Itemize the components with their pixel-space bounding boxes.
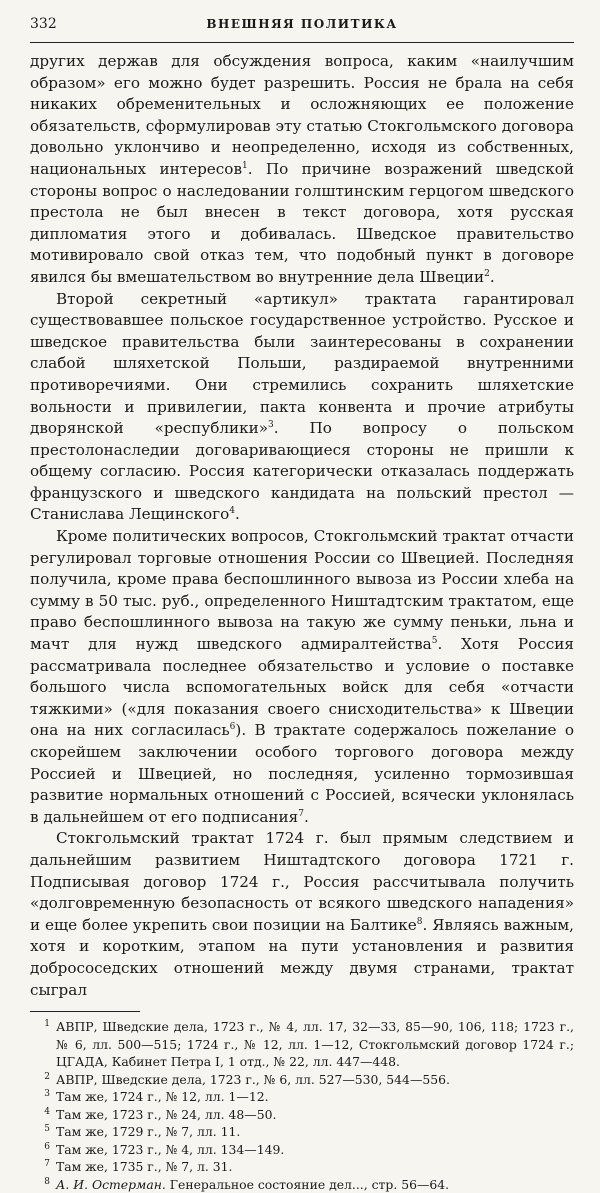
main-text xyxy=(30,51,574,1001)
footnote-6: 6 Там же, 1723 г., № 4, лл. 134—149. xyxy=(44,1141,285,1157)
footnote-ref-3: 3 xyxy=(268,420,274,431)
footnote-ref-6: 6 xyxy=(229,722,236,733)
footnote-ref-4: 4 xyxy=(229,506,235,517)
footnote-3: 3 Там же, 1724 г., № 12, лл. 1—12. xyxy=(44,1089,269,1105)
footnote-ref-5: 5 xyxy=(431,635,438,646)
footnote-ref-1: 1 xyxy=(242,160,248,171)
footnote-1: 1 АВПР, Шведские дела, 1723 г., № 4, лл. 17, 32—33, 85—90, 106, 118; 1723 г., № 6, лл. 500—515; 1724 г., № 12, лл. 1—12, Стокгольмский договор 1724 г.; ЦГАДА, Кабинет Петра I, 1 отд., № 22, лл. 447—448. xyxy=(44,1019,574,1070)
paragraph-4: Стокгольмский трактат 1724 г. был прямым следствием и дальнейшим развитием Ништадтского договора 1721 г. Подписывая договор 1724 г., Россия рассчитывала получить «долговременную безопасность от всякого шведского нападения» и еще более укрепить свои позиции на Балтике$^8$. Являясь важным, хотя и коротким, этапом на пути установления и развития добрососедских отношений между двумя странами, трактат сыграл xyxy=(30,829,575,999)
footnote-4: 4 Там же, 1723 г., № 24, лл. 48—50. xyxy=(44,1106,277,1122)
paragraph-1: других держав для обсуждения вопроса, каким «наилучшим образом» его можно будет разрешить. Россия не брала на себя никаких обременительных и осложняющих ее положение обязательств, сформулировав эту статью Стокгольмского договора довольно уклончиво и неопределенно, исходя из собственных, национальных интересов$^1$. По причине возражений шведской стороны вопрос о наследовании голштинским герцогом шведского престола не был внесен в текст договора, хотя русская дипломатия этого и добивалась. Шведское правительство мотивировало свой отказ тем, что подобный пункт в договоре явился бы вмешательством во внутренние дела Швеции$^2$. xyxy=(30,52,575,286)
footnote-author: А. И. Остерман. xyxy=(56,1176,166,1192)
page-number: 332 xyxy=(30,16,57,32)
footnote-7: 7 Там же, 1735 г., № 7, л. 31. xyxy=(44,1159,233,1175)
footnote-rule xyxy=(30,1011,140,1012)
footnote-8: 8 А. И. Остерман. Генеральное состояние дел..., стр. 56—64. xyxy=(44,1176,450,1192)
header-rule xyxy=(30,42,574,43)
paragraph-2: Второй секретный «артикул» трактата гарантировал существовавшее польское государственное устройство. Русское и шведское правительства были заинтересованы в сохранении слабой шляхетской Польши, раздираемой внутренними противоречиями. Они стремились сохранить шляхетские вольности и привилегии, пакта конвента и прочие атрибуты дворянской «республики»$^3$. По вопросу о польском престолонаследии договаривающиеся стороны не пришли к общему согласию. Россия категорически отказалась поддержать французского и шведского кандидата на польский престол — Станислава Лещинского$^4$. xyxy=(30,289,574,524)
footnote-ref-7: 7 xyxy=(298,808,304,819)
paragraph-3: Кроме политических вопросов, Стокгольмский трактат отчасти регулировал торговые отношения России со Швецией. Последняя получила, кроме права беспошлинного вывоза из России хлеба на сумму в 50 тыс. руб., определенного Ништадтским трактатом, еще право беспошлинного вывоза на такую же сумму пеньки, льна и мачт для нужд шведского адмиралтейства$^5$. Хотя Россия рассматривала последнее обязательство и условие о поставке большого числа вспомогательных войск для себя «отчасти тяжкими» («для показания своего снисходительства» к Швеции она на них согласилась$^6$). В трактате содержалось пожелание о скорейшем заключении особого торгового договора между Россией и Швецией, но последняя, усиленно тормозившая развитие нормальных отношений с Россией, всячески уклонялась в дальнейшем от его подписания$^7$. xyxy=(30,527,574,826)
footnote-5: 5 Там же, 1729 г., № 7, лл. 11. xyxy=(44,1124,241,1140)
footnote-2: 2 АВПР, Шведские дела, 1723 г., № 6, лл. 527—530, 544—556. xyxy=(44,1071,450,1087)
running-head: ВНЕШНЯЯ ПОЛИТИКА xyxy=(206,17,398,31)
footnotes xyxy=(30,1018,574,1193)
footnote-ref-2: 2 xyxy=(484,268,490,279)
footnote-ref-8: 8 xyxy=(416,916,423,927)
page-header xyxy=(30,14,574,36)
